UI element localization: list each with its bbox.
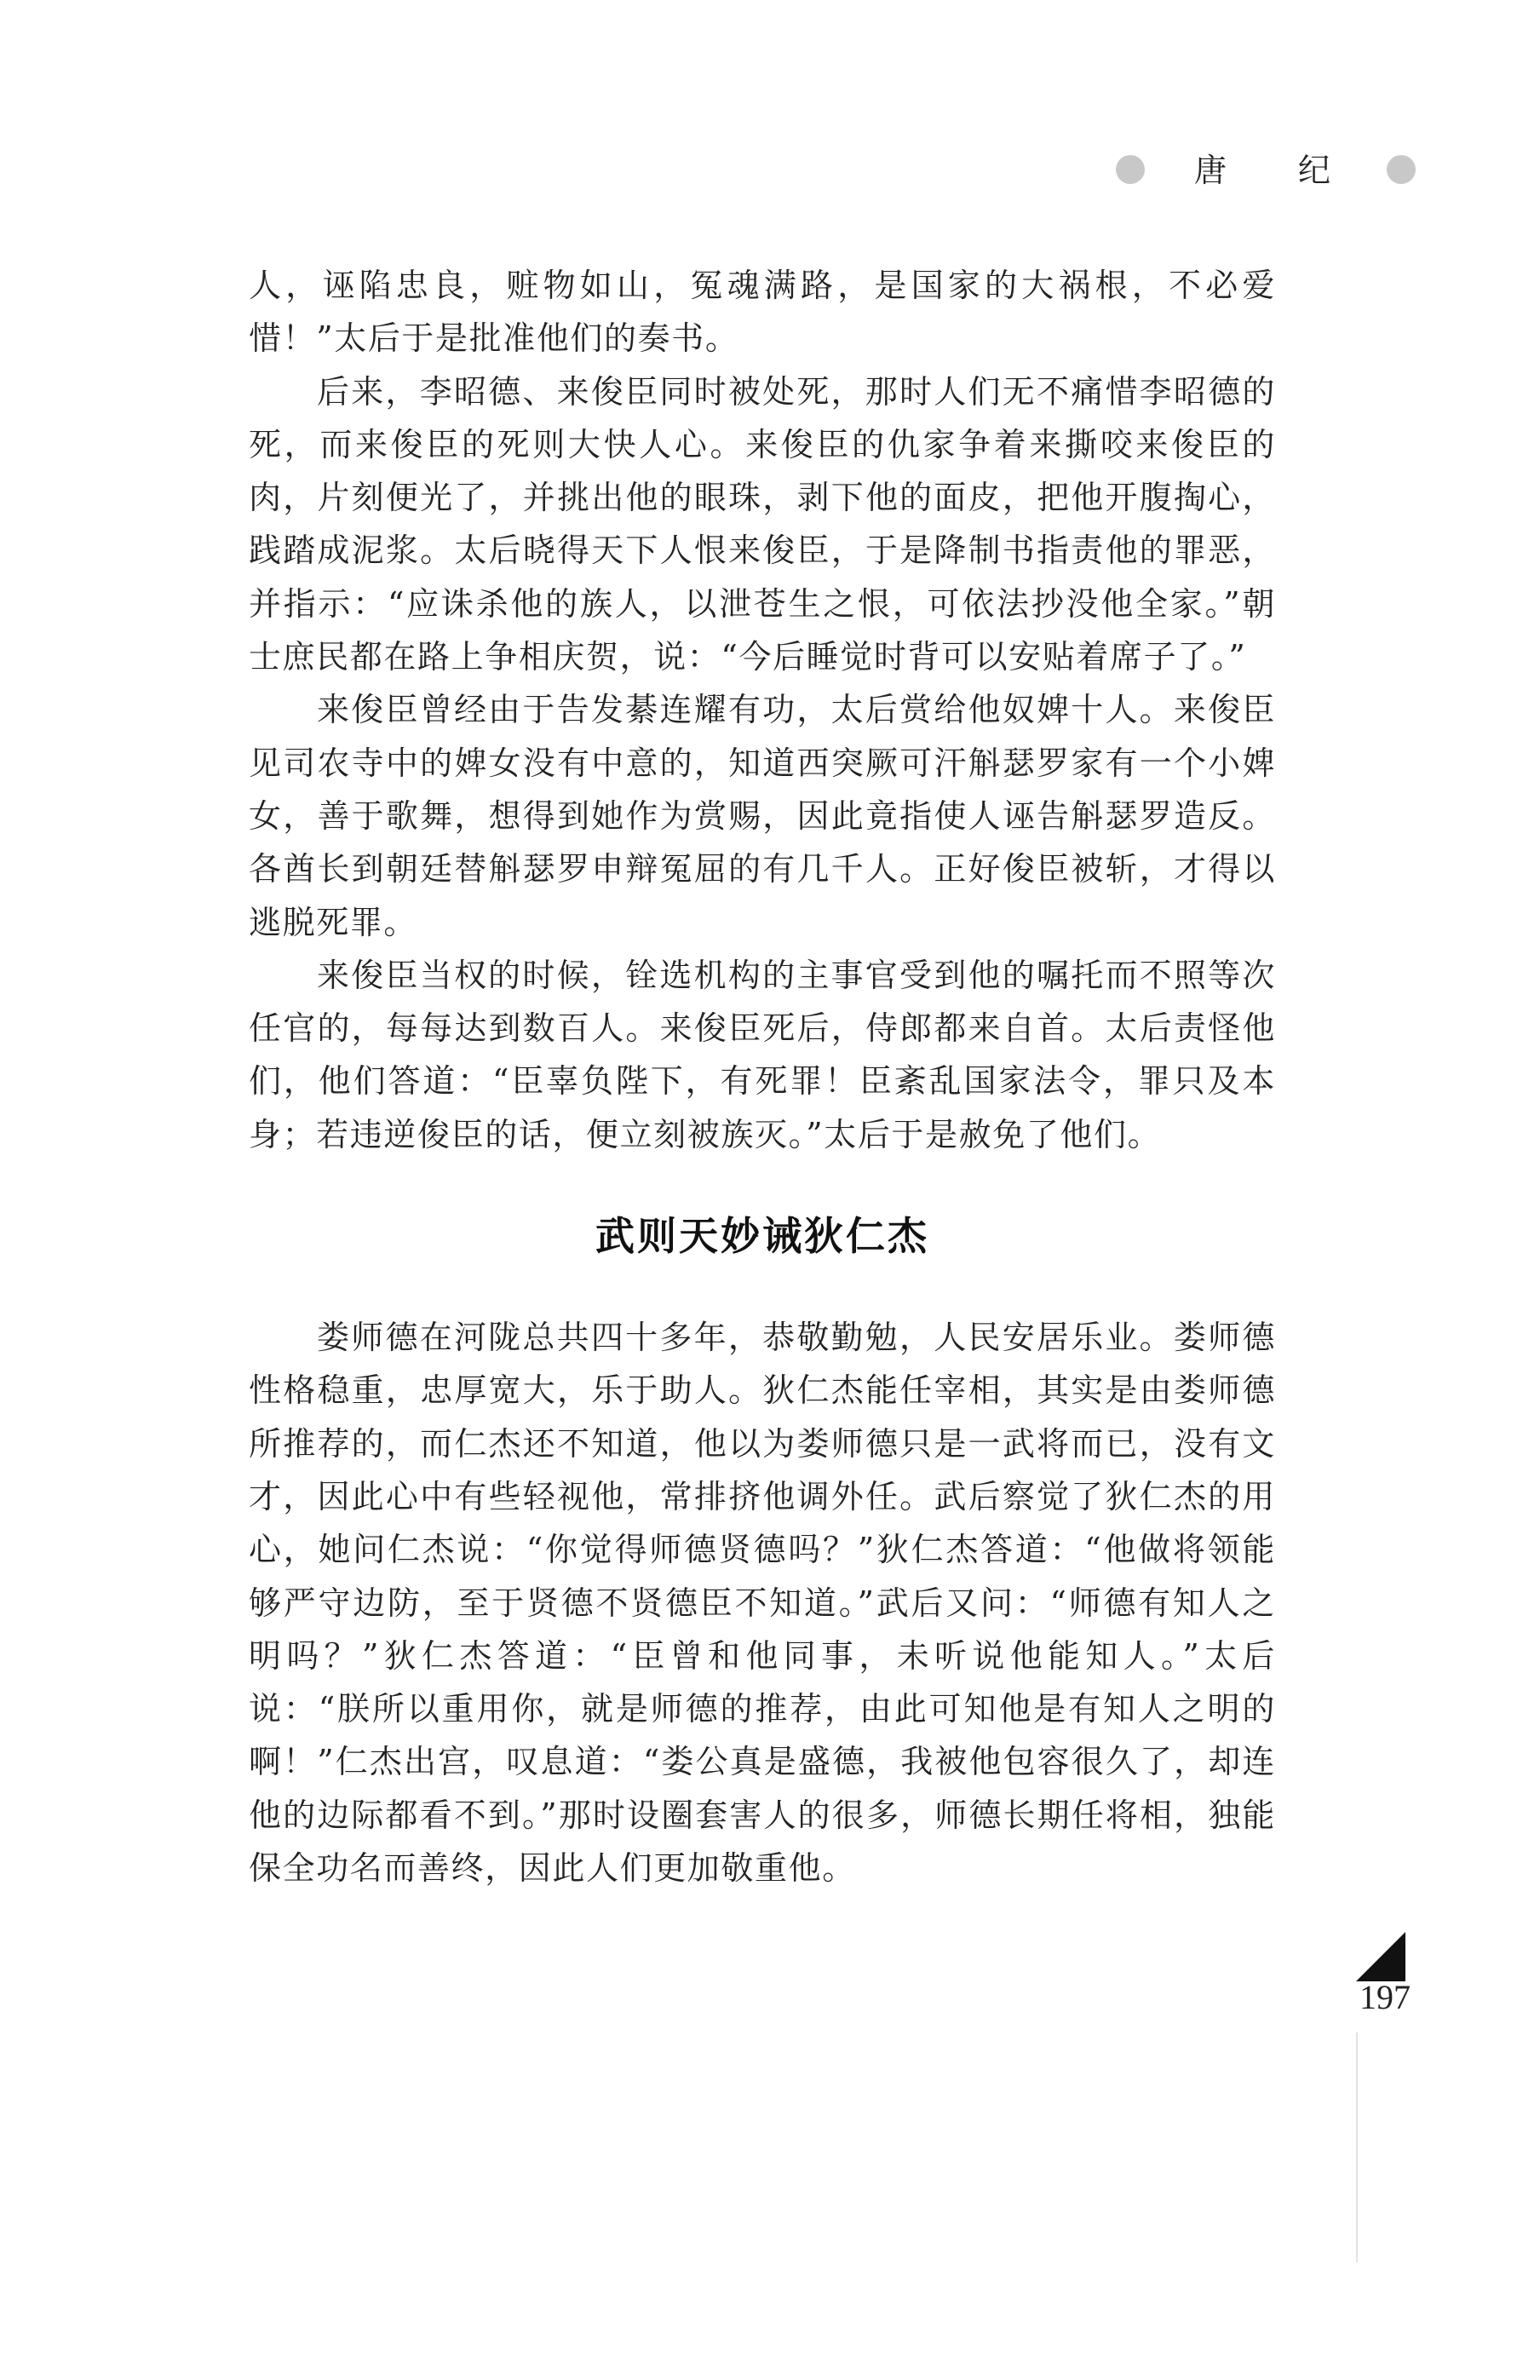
paragraph: 来俊臣曾经由于告发綦连耀有功，太后赏给他奴婢十人。来俊臣见司农寺中的婢女没有中意的，知道西突厥可汗斛瑟罗家有一个小婢女，善于歌舞，想得到她作为赏赐，因此竟指使人诬告斛瑟罗造反。各酋长到朝廷替斛瑟罗申辩冤屈的有几千人。正好俊臣被斩，才得以逃脱死罪。 [249, 691, 1276, 941]
paragraph-continued: 人，诬陷忠良，赃物如山，冤魂满路，是国家的大祸根，不必爱惜！”太后于是批准他们的奏书。 [249, 267, 1276, 358]
header-dot-left [1116, 155, 1145, 184]
paragraph: 娄师德在河陇总共四十多年，恭敬勤勉，人民安居乐业。娄师德性格稳重，忠厚宽大，乐于助人。狄仁杰能任宰相，其实是由娄师德所推荐的，而仁杰还不知道，他以为娄师德只是一武将而已，没有文才，因此心中有些轻视他，常排挤他调外任。武后察觉了狄仁杰的用心，她问仁杰说：“你觉得师德贤德吗？”狄仁杰答道：“他做将领能够严守边防，至于贤德不贤德臣不知道。”武后又问：“师德有知人之明吗？”狄仁杰答道：“臣曾和他同事，未听说他能知人。”太后说：“朕所以重用你，就是师德的推荐，由此可知他是有知人之明的啊！”仁杰出宫，叹息道：“娄公真是盛德，我被他包容很久了，却连他的边际都看不到。”那时设圈套害人的很多，师德长期任将相，独能保全功名而善终，因此人们更加敬重他。 [249, 1319, 1276, 1888]
page-body [249, 259, 1276, 1894]
header-title-char-2: 纪 [1298, 152, 1331, 189]
margin-rule [1356, 2032, 1358, 2262]
running-header [1107, 147, 1431, 194]
header-dot-right [1387, 155, 1416, 184]
page-number: 197 [1359, 1978, 1411, 2016]
page-corner-triangle-icon [1356, 1932, 1405, 1981]
section-title: 武则天妙诫狄仁杰 [595, 1213, 929, 1260]
paragraph: 来俊臣当权的时候，铨选机构的主事官受到他的嘱托而不照等次任官的，每每达到数百人。来俊臣死后，侍郎都来自首。太后责怪他们，他们答道：“臣辜负陛下，有死罪！臣紊乱国家法令，罪只及本身；若违逆俊臣的话，便立刻被族灭。”太后于是赦免了他们。 [249, 956, 1276, 1153]
header-title-char-1: 唐 [1194, 152, 1227, 189]
paragraph: 后来，李昭德、来俊臣同时被处死，那时人们无不痛惜李昭德的死，而来俊臣的死则大快人心。来俊臣的仇家争着来撕咬来俊臣的肉，片刻便光了，并挑出他的眼珠，剥下他的面皮，把他开腹掏心，践踏成泥浆。太后晓得天下人恨来俊臣，于是降制书指责他的罪恶，并指示：“应诛杀他的族人，以泄苍生之恨，可依法抄没他全家。”朝士庶民都在路上争相庆贺，说：“今后睡觉时背可以安贴着席子了。” [249, 372, 1276, 676]
